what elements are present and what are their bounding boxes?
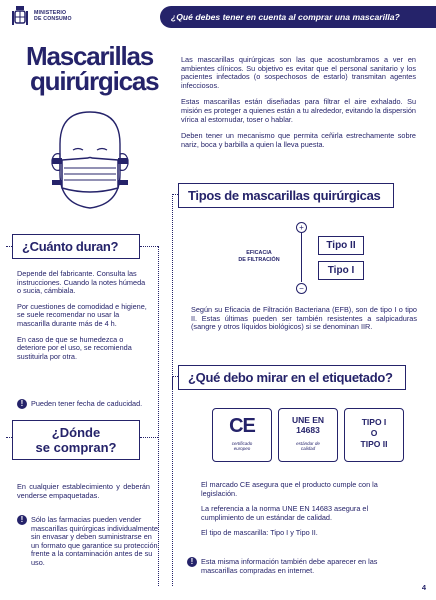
divider — [140, 437, 158, 438]
tipo-label-line: O — [370, 428, 378, 438]
divider — [172, 376, 173, 586]
etiquetado-heading-box — [178, 365, 406, 390]
tipo-label-line: TIPO I — [361, 417, 387, 427]
duracion-heading: ¿Cuánto duran? — [22, 239, 119, 254]
une-mark: UNE EN 14683 — [291, 415, 325, 435]
duracion-heading-box — [12, 234, 140, 259]
ministry-name: MINISTERIO DE CONSUMO — [34, 10, 72, 22]
tipos-heading-box — [178, 183, 394, 208]
coat-of-arms-icon — [12, 6, 28, 28]
page-title — [26, 41, 159, 96]
tipos-text: Según su Eficacia de Filtración Bacteriana (EFB), son de tipo I o tipo II. Estas últimas pueden ser también resistentes a salpicaduras (sangre y otros líquidos biológicos) si se denominan IIR. — [191, 305, 417, 332]
plus-sign: + — [296, 222, 307, 233]
efficacy-label: EFICACIA DE FILTRACIÓN — [238, 250, 280, 263]
une-caption: estándar de calidad — [296, 441, 320, 452]
une-label — [278, 408, 338, 462]
tipos-heading: Tipos de mascarillas quirúrgicas — [188, 188, 381, 203]
compra-heading-box — [12, 420, 140, 460]
etiquetado-text — [201, 481, 411, 538]
intro-text — [181, 56, 416, 149]
divider — [172, 194, 173, 389]
duracion-paragraph: Por cuestiones de comodidad e higiene, se suele recomendar no usar la mascarilla durante más de 4 h. — [17, 301, 147, 328]
intro-paragraph: Las mascarillas quirúrgicas son las que acostumbramos a ver en ambientes clínicos. Su objetivo es evitar que el personal sanitario y los pacientes infectados (o sospechosos de estarlo) transmitan agentes infecciosos. — [181, 55, 416, 90]
header-question: ¿Qué debes tener en cuenta al comprar una mascarilla? — [171, 12, 400, 22]
tipo-label-line: TIPO II — [360, 439, 388, 449]
ce-mark: CE — [229, 415, 255, 437]
minus-sign: − — [296, 283, 307, 294]
ce-caption: certificado europeo — [231, 441, 253, 452]
intro-paragraph: Deben tener un mecanismo que permita ceñirla estrechamente sobre nariz, boca y barbilla a quien la lleva puesta. — [181, 131, 416, 149]
efficacy-scale-line — [301, 232, 302, 282]
title-line-1: Mascarillas — [26, 41, 154, 71]
compra-text: En cualquier establecimiento y deberán venderse empaquetadas. — [17, 482, 150, 500]
compra-heading-line-1: ¿Dónde — [51, 425, 101, 440]
face-with-mask-illustration — [40, 104, 140, 214]
tipo-label — [344, 408, 404, 462]
page-number: 4 — [421, 583, 426, 592]
etiquetado-note: Esta misma información también debe aparecer en las mascarillas compradas en internet. — [201, 557, 378, 575]
exclamation-icon: ! — [17, 399, 27, 409]
divider — [140, 246, 158, 247]
tipo-i-box: Tipo I — [318, 261, 364, 280]
duracion-text — [17, 270, 150, 361]
duracion-paragraph: En caso de que se humedezca o deteriore por el uso, se recomienda sustituirla por otra. — [17, 334, 132, 361]
exclamation-icon: ! — [187, 557, 197, 567]
compra-heading-line-2: se compran? — [35, 440, 117, 455]
ce-label — [212, 408, 272, 462]
etiquetado-paragraph: El marcado CE asegura que el producto cumple con la legislación. — [201, 480, 378, 498]
etiquetado-paragraph: El tipo de mascarilla: Tipo I y Tipo II. — [201, 528, 318, 538]
compra-note: Sólo las farmacias pueden vender mascarillas quirúrgicas individualmente sin envasar y deben suministrarse en un formato que garantice su protección frente a la contaminación antes de su uso. — [31, 515, 158, 567]
header-question-banner — [160, 6, 436, 28]
etiquetado-paragraph: La referencia a la norma UNE EN 14683 asegura el cumplimiento de un estándar de calidad. — [201, 504, 369, 522]
duracion-note: Pueden tener fecha de caducidad. — [31, 399, 143, 408]
exclamation-icon: ! — [17, 515, 27, 525]
tipo-ii-box: Tipo II — [318, 236, 364, 255]
etiquetado-heading: ¿Qué debo mirar en el etiquetado? — [188, 370, 393, 385]
title-line-2: quirúrgicas — [30, 66, 159, 96]
duracion-paragraph: Depende del fabricante. Consulta las instrucciones. Cuando la notes húmeda o sucia, cámbiala. — [17, 269, 146, 296]
intro-paragraph: Estas mascarillas están diseñadas para filtrar el aire exhalado. Su misión es proteger a quienes están a tu alrededor, evitando la dispersión vírica al estornudar, toser o hablar. — [181, 97, 416, 124]
